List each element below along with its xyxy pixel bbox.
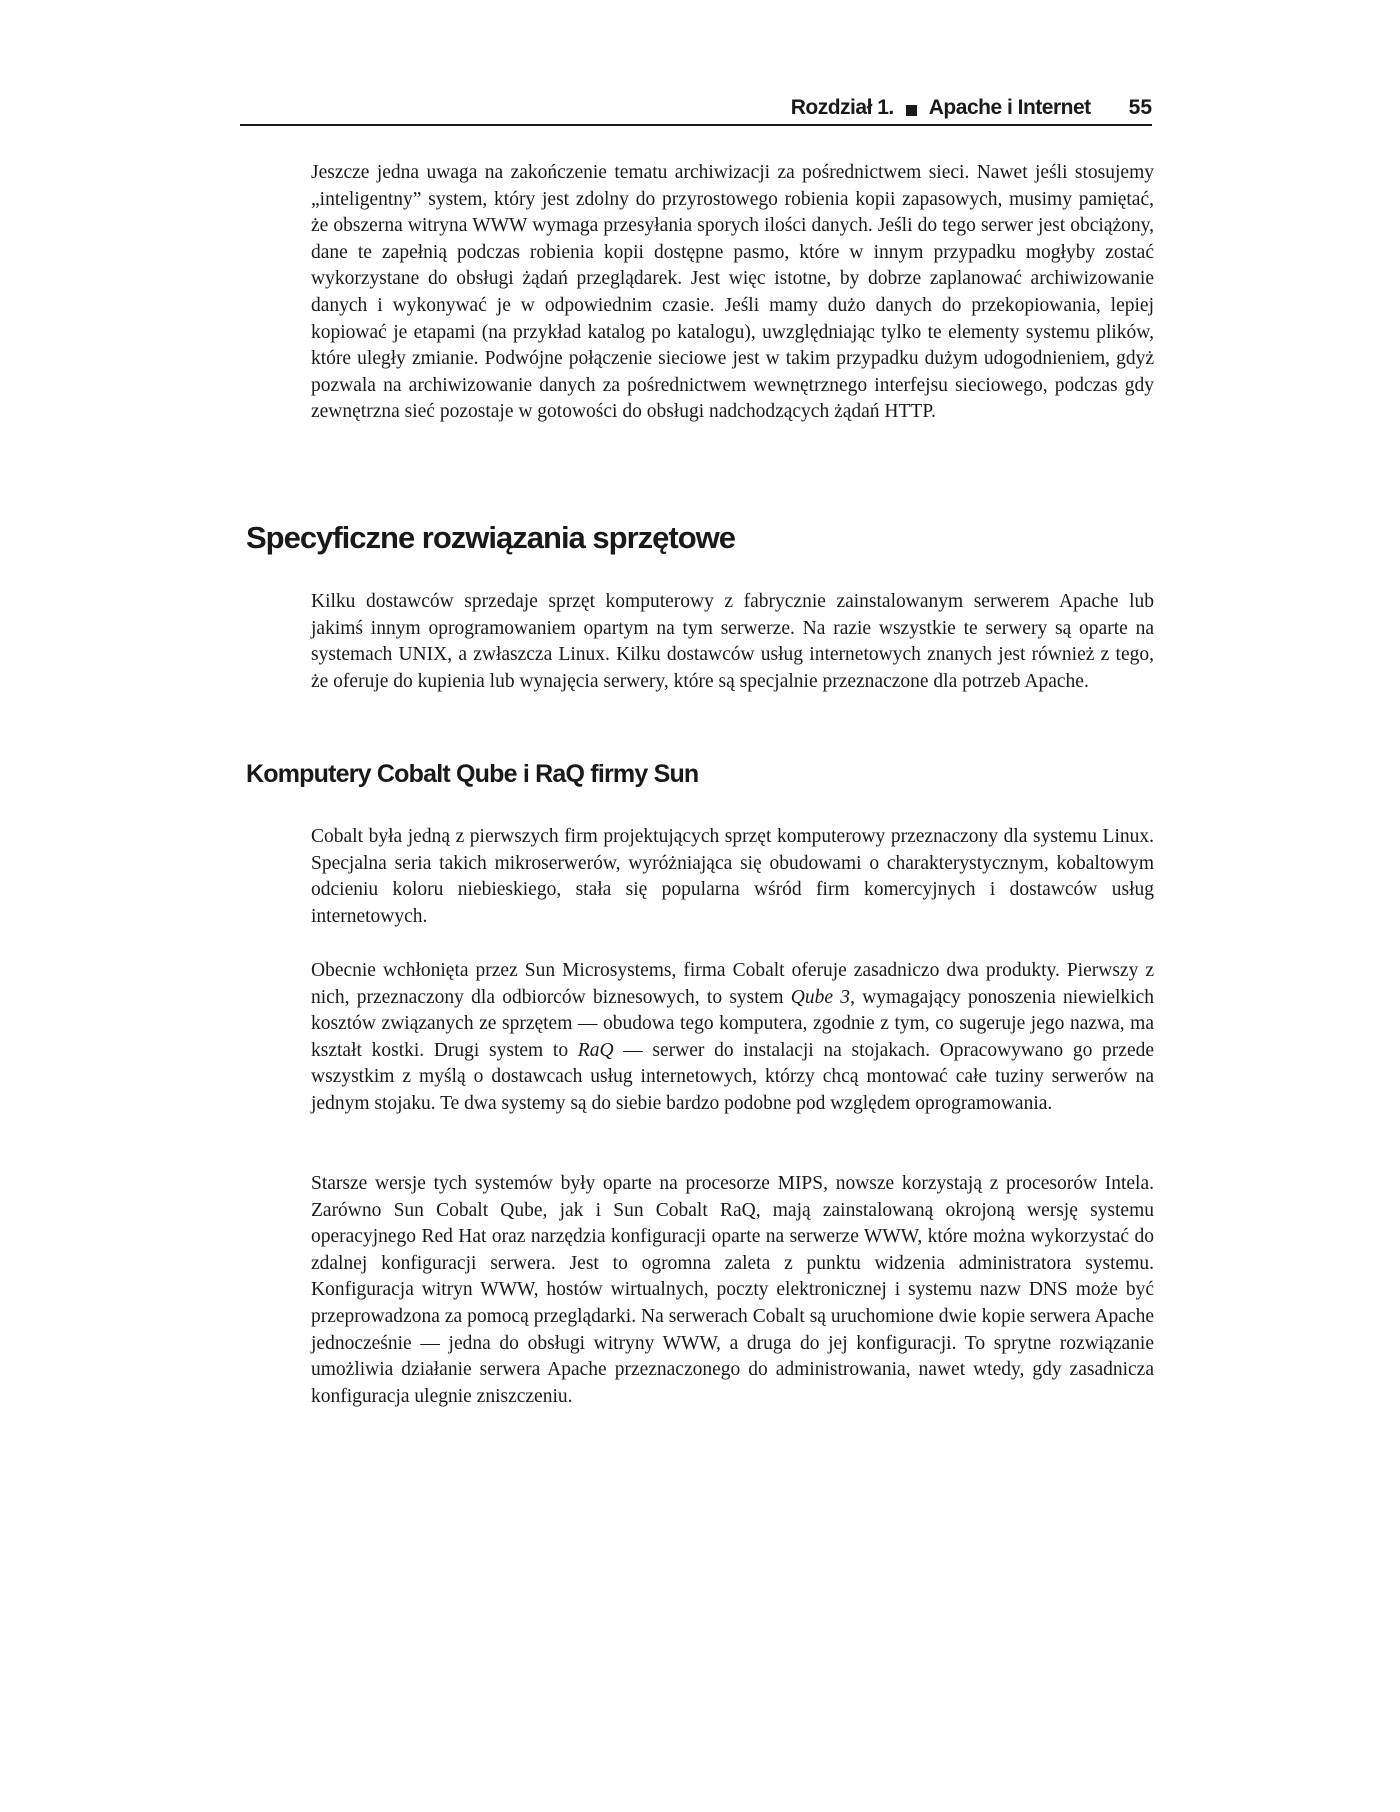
section-paragraph: Kilku dostawców sprzedaje sprzęt komputerowy z fabrycznie zainstalowanym serwerem Apache lub jakimś innym oprogramowaniem opartym na tym serwerze. Na razie wszystkie te serwery są oparte na systemach UNIX, a zwłaszcza Linux. Kilku dostawców usług internetowych znanych jest również z tego, że oferuje do kupienia lub wynajęcia serwery, które są specjalnie przeznaczone dla potrzeb Apache. [311,591,1154,692]
section-heading: Specyficzne rozwiązania sprzętowe [246,520,736,555]
running-header [240,90,1152,126]
subsection-paragraph-2 [311,958,1154,1118]
raq-product-name: RaQ [577,1039,614,1061]
p2-text-1: Obecnie wchłonięta przez Sun Microsystems, firma Cobalt oferuje zasadniczo dwa produkty. Pierwszy z nich, przeznaczony dla odbiorców biznesowych, to system [311,960,1154,1008]
subsection-block-2 [311,958,1154,1118]
section-block [311,589,1154,695]
qube-product-name: Qube 3 [790,986,851,1008]
subsection-paragraph-1: Cobalt była jedną z pierwszych firm projektujących sprzęt komputerowy przeznaczony dla systemu Linux. Specjalna seria takich mikroserwerów, wyróżniająca się obudowami o charakterystycznym, kobaltowym odcieniu koloru niebieskiego, stała się popularna wśród firm komercyjnych i dostawców usług internetowych. [311,826,1154,927]
intro-block [311,160,1154,426]
subsection-heading: Komputery Cobalt Qube i RaQ firmy Sun [246,760,699,788]
chapter-label: Rozdział 1. [790,96,894,119]
chapter-title: Apache i Internet [928,96,1091,119]
p2-text-2: , wymagający ponoszenia niewielkich kosztów związanych ze sprzętem — obudowa tego komputera, zgodnie z tym, co sugeruje jego nazwa, ma kształt kostki. Drugi system to [311,986,1154,1061]
page-number: 55 [1128,96,1152,119]
subsection-block-1 [311,824,1154,930]
subsection-paragraph-3: Starsze wersje tych systemów były oparte na procesorze MIPS, nowsze korzystają z procesorów Intela. Zarówno Sun Cobalt Qube, jak i Sun Cobalt RaQ, mają zainstalowaną okrojoną wersję systemu operacyjnego Red Hat oraz narzędzia konfiguracji oparte na serwerze WWW, które można wykorzystać do zdalnej konfiguracji serwera. Jest to ogromna zaleta z punktu widzenia administratora systemu. Konfiguracja witryn WWW, hostów wirtualnych, poczty elektronicznej i systemu nazw DNS może być przeprowadzona za pomocą przeglądarki. Na serwerach Cobalt są uruchomione dwie kopie serwera Apache jednocześnie — jedna do obsługi witryny WWW, a druga do jej konfiguracji. To sprytne rozwiązanie umożliwia działanie serwera Apache przeznaczonego do administrowania, nawet wtedy, gdy zasadnicza konfiguracja ulegnie zniszczeniu. [311,1173,1154,1407]
subsection-block-3 [311,1171,1154,1410]
p2-text-3: — serwer do instalacji na stojakach. Opracowywano go przede wszystkim z myślą o dostawcach usług internetowych, którzy chcą montować całe tuziny serwerów na jednym stojaku. Te dwa systemy są do siebie bardzo podobne pod względem oprogramowania. [311,1039,1155,1114]
square-bullet-icon [906,105,917,116]
intro-paragraph: Jeszcze jedna uwaga na zakończenie tematu archiwizacji za pośrednictwem sieci. Nawet jeśli stosujemy „inteligentny” system, który jest zdolny do przyrostowego robienia kopii zapasowych, musimy pamiętać, że obszerna witryna WWW wymaga przesyłania sporych ilości danych. Jeśli do tego serwer jest obciążony, dane te zapełnią podczas robienia kopii dostępne pasmo, które w innym przypadku mogłyby zostać wykorzystane do obsługi żądań przeglądarek. Jest więc istotne, by dobrze zaplanować archiwizowanie danych i wykonywać je w odpowiednim czasie. Jeśli mamy dużo danych do przekopiowania, lepiej kopiować je etapami (na przykład katalog po katalogu), uwzględniając tylko te elementy systemu plików, które uległy zmianie. Podwójne połączenie sieciowe jest w takim przypadku dużym udogodnieniem, gdyż pozwala na archiwizowanie danych za pośrednictwem wewnętrznego interfejsu sieciowego, podczas gdy zewnętrzna sieć pozostaje w gotowości do obsługi nadchodzących żądań HTTP. [311,162,1154,423]
